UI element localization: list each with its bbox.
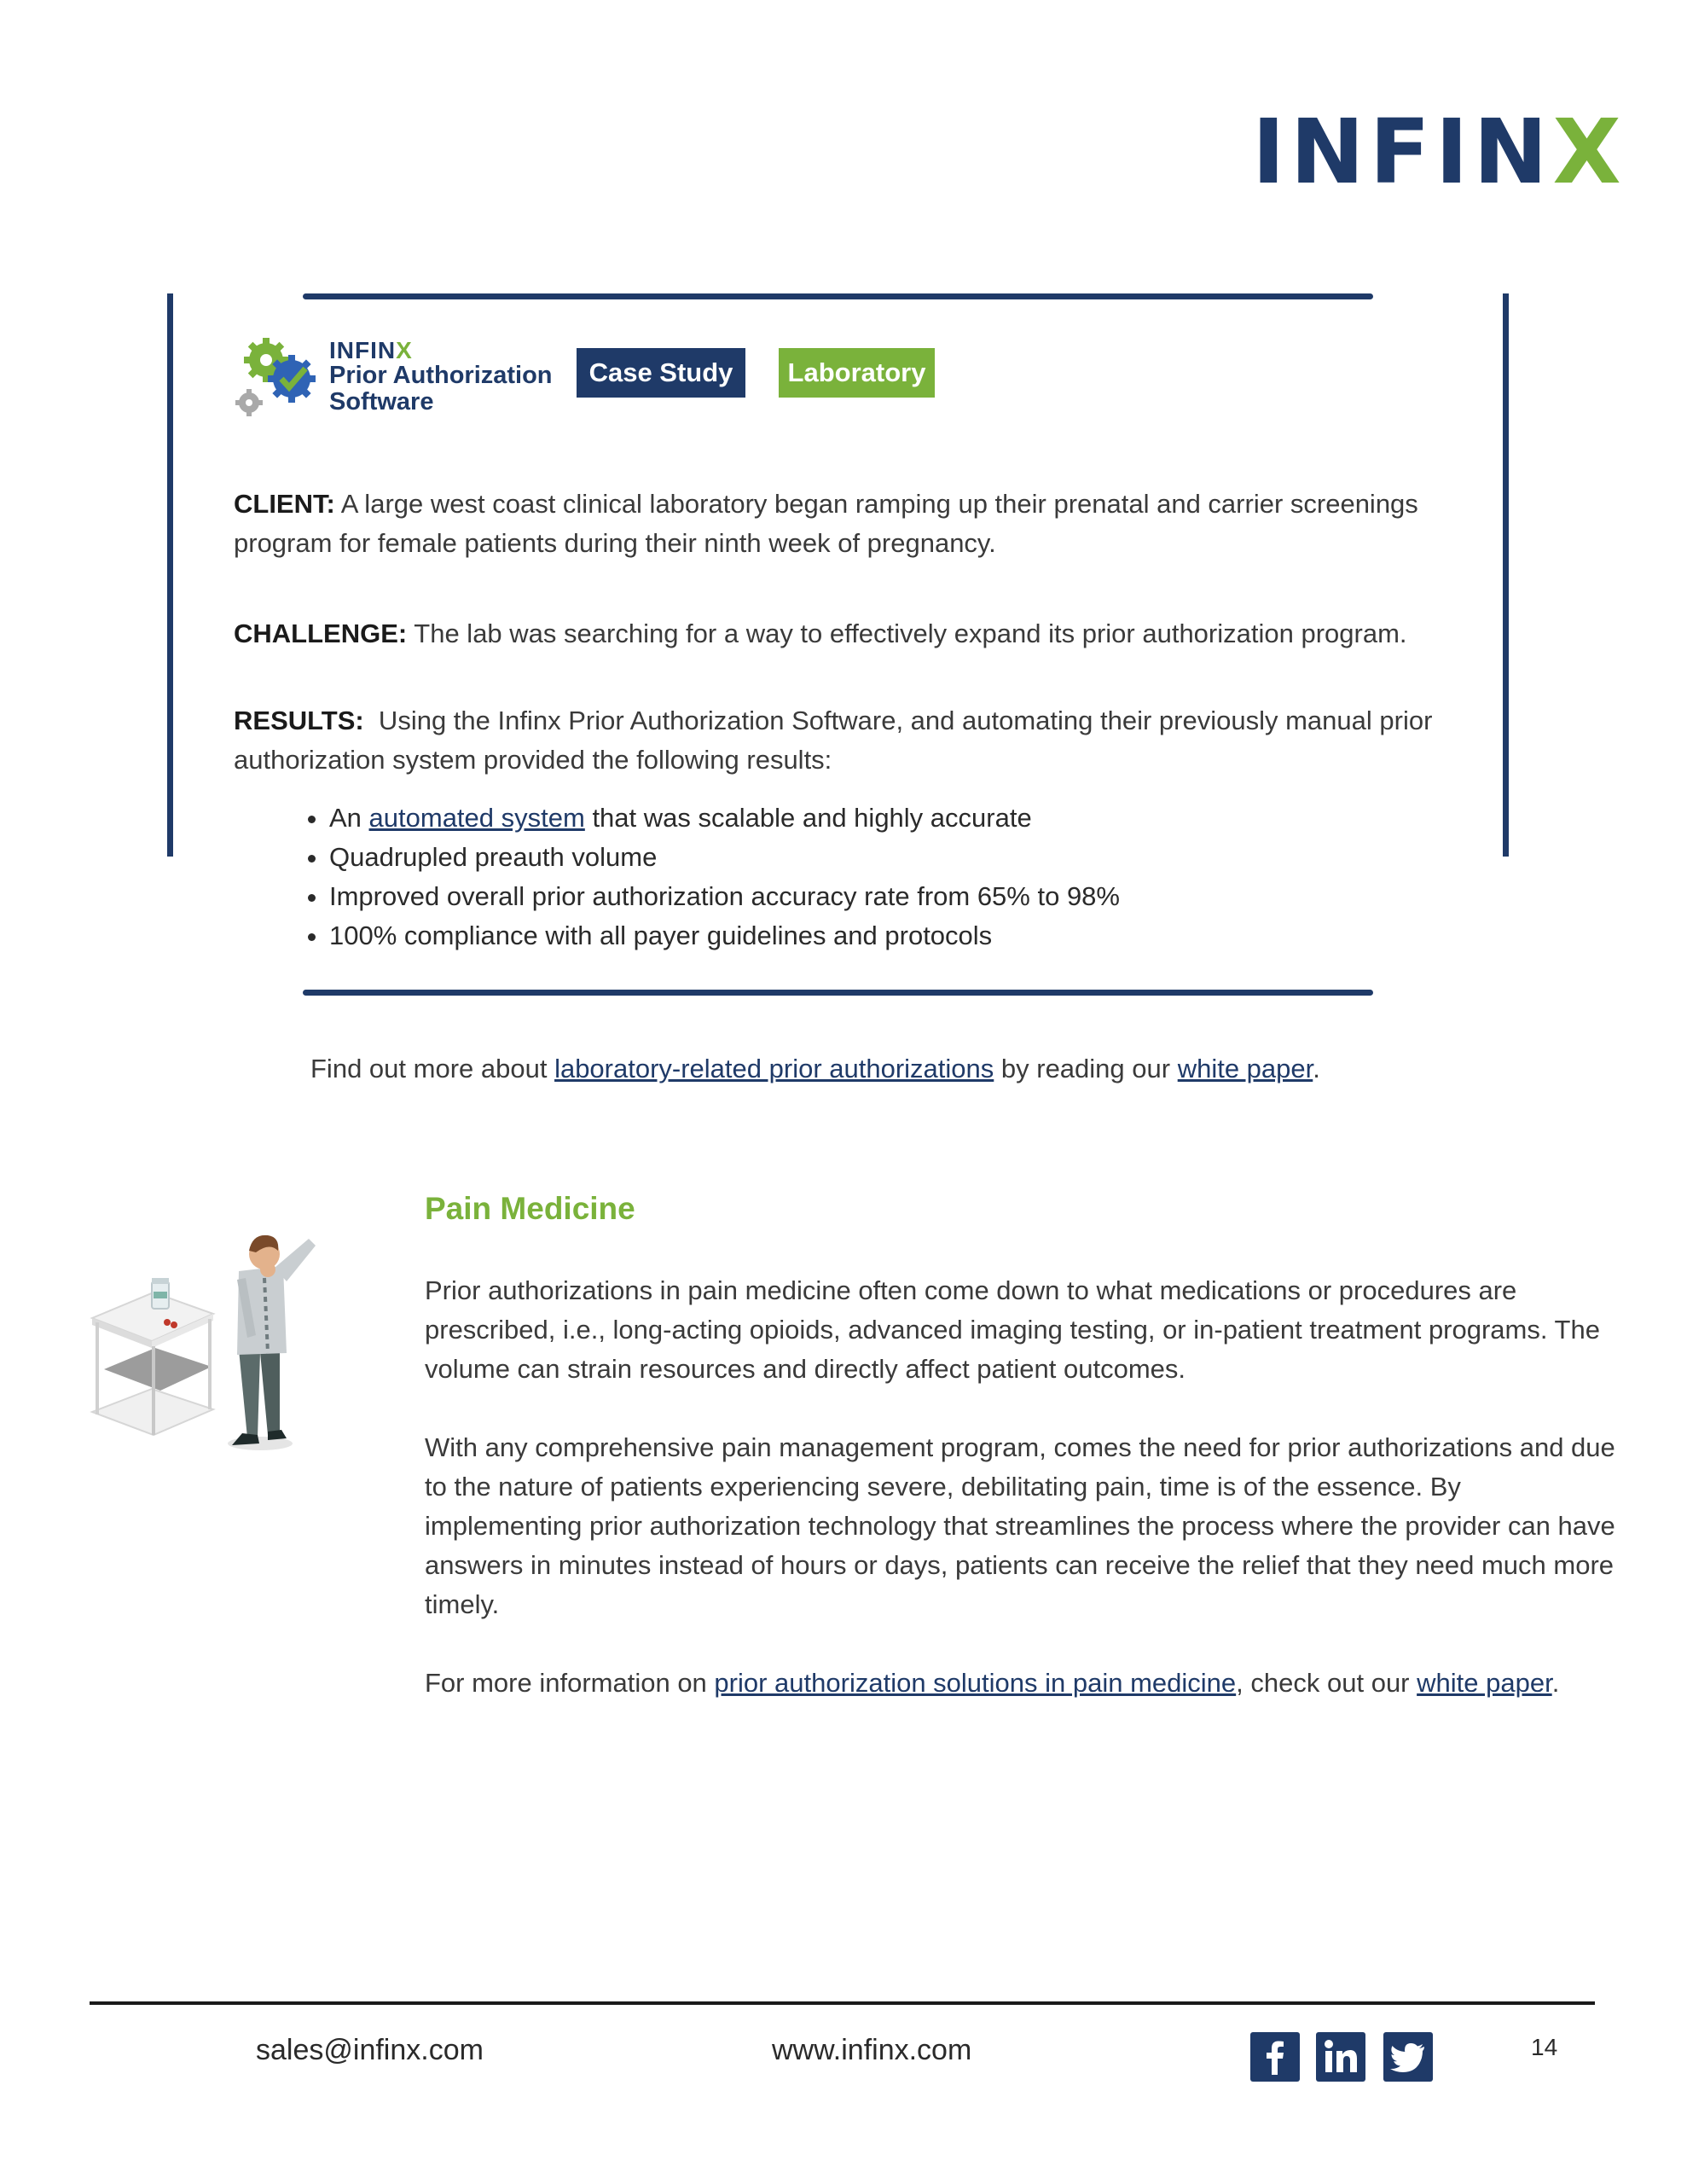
pm-p3-middle: , check out our — [1236, 1668, 1417, 1698]
product-logo-brand — [329, 338, 553, 363]
infinx-logo — [1252, 100, 1626, 204]
pain-white-paper-link[interactable]: white paper — [1417, 1668, 1552, 1698]
client-text: A large west coast clinical laboratory began ramping up their prenatal and carrier screenings program for female patients during their ninth week of pregnancy. — [234, 489, 1418, 558]
results-label: RESULTS: — [234, 706, 364, 735]
pain-medicine-paragraph-1: Prior authorizations in pain medicine often come down to what medications or procedures are prescribed, i.e., long-acting opioids, advanced imaging testing, or in-patient treatment programs. The volume can strain resources and directly affect patient outcomes. — [425, 1275, 1600, 1384]
frame-top-rule — [303, 293, 1373, 299]
frame-right-rule — [1503, 293, 1509, 857]
laboratory-badge: Laboratory — [779, 348, 935, 398]
find-out-middle: by reading our — [994, 1054, 1178, 1083]
twitter-icon[interactable] — [1383, 2032, 1433, 2082]
challenge-paragraph — [234, 614, 1445, 653]
find-out-suffix: . — [1313, 1054, 1320, 1083]
client-label: CLIENT: — [234, 489, 335, 519]
page-number: 14 — [1531, 2034, 1558, 2060]
pain-medicine-paragraph-2: With any comprehensive pain management program, comes the need for prior authorizations and due to the nature of patients experiencing severe, debilitating pain, time is of the essence. By implementing prior authorization technology that streamlines the process where the provider can have answers in minutes instead of hours or days, patients can receive the relief that they need much more timely. — [425, 1432, 1615, 1619]
footer-website[interactable]: www.infinx.com — [772, 2034, 972, 2066]
bullet1-prefix: An — [329, 803, 369, 833]
patient-illustration — [85, 1186, 341, 1459]
pm-p3-suffix: . — [1551, 1668, 1560, 1698]
product-logo-line2: Software — [329, 387, 434, 415]
pain-medicine-paragraph-3 — [425, 1664, 1636, 1703]
logo-x-text: X — [1552, 100, 1626, 204]
frame-bottom-rule — [303, 990, 1373, 996]
product-logo — [329, 338, 553, 415]
challenge-label: CHALLENGE: — [234, 619, 408, 648]
pm-p3-prefix: For more information on — [425, 1668, 715, 1698]
list-item: • 100% compliance with all payer guidelines and protocols — [329, 916, 1438, 956]
list-item: • Quadrupled preauth volume — [329, 838, 1438, 877]
results-list — [295, 799, 1438, 956]
list-item: • Improved overall prior authorization accuracy rate from 65% to 98% — [329, 877, 1438, 916]
facebook-icon[interactable] — [1250, 2032, 1300, 2082]
list-item — [329, 799, 1438, 838]
product-logo-line1: Prior Authorization — [329, 362, 553, 390]
automated-system-link[interactable]: automated system — [368, 803, 585, 833]
results-paragraph — [234, 701, 1445, 780]
logo-main-text: INFIN — [1252, 100, 1553, 204]
find-out-prefix: Find out more about — [310, 1054, 555, 1083]
find-out-more-line — [310, 1049, 1504, 1089]
client-paragraph — [234, 485, 1428, 563]
lab-prior-auth-link[interactable]: laboratory-related prior authorizations — [554, 1054, 994, 1083]
footer-email[interactable]: sales@infinx.com — [256, 2034, 484, 2066]
pain-medicine-title: Pain Medicine — [425, 1191, 635, 1226]
case-study-badge: Case Study — [577, 348, 745, 398]
frame-left-rule — [167, 293, 173, 857]
results-text: Using the Infinx Prior Authorization Software, and automating their previously manual prior authorization system provided the following results: — [234, 706, 1441, 775]
white-paper-link[interactable]: white paper — [1177, 1054, 1313, 1083]
gears-icon — [232, 334, 328, 423]
linkedin-icon[interactable] — [1316, 2032, 1365, 2082]
pain-medicine-solutions-link[interactable]: prior authorization solutions in pain medicine — [714, 1668, 1237, 1698]
product-brand-x: X — [396, 337, 413, 363]
challenge-text: The lab was searching for a way to effectively expand its prior authorization program. — [407, 619, 1407, 648]
footer-rule — [90, 2001, 1595, 2005]
product-brand-main: INFIN — [329, 337, 397, 363]
bullet1-suffix: that was scalable and highly accurate — [584, 803, 1032, 833]
